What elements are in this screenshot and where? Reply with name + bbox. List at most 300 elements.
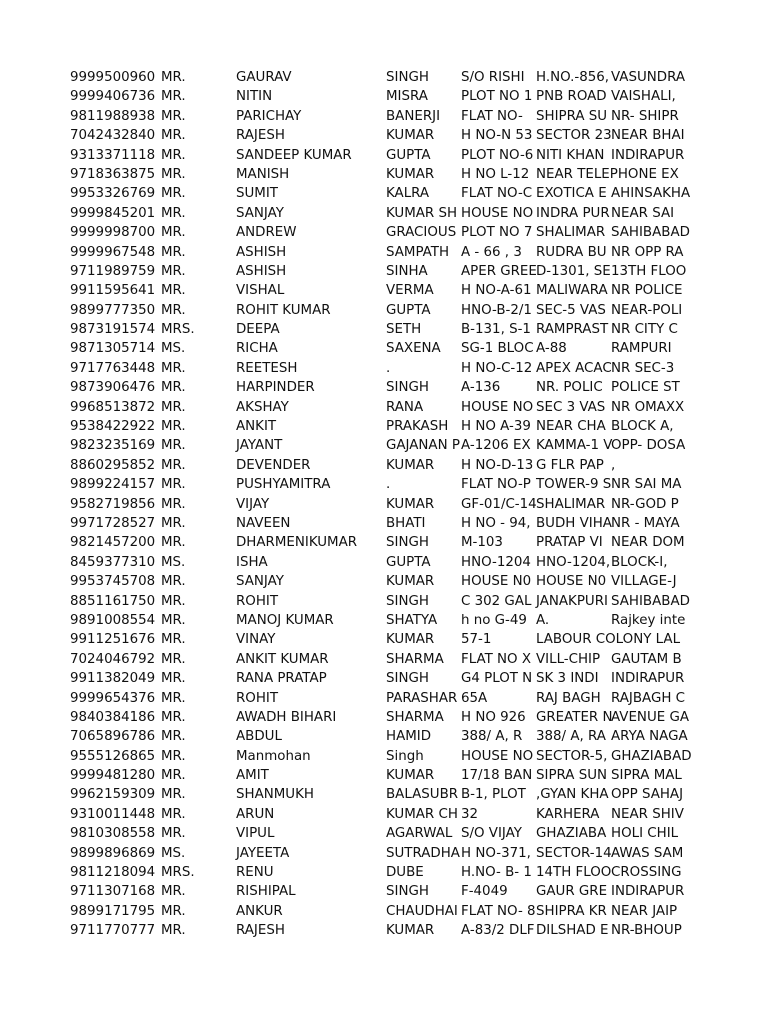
table-row xyxy=(0,301,768,320)
address1-cell: PLOT NO-6 xyxy=(461,147,534,163)
phone-cell: 9873191574 xyxy=(70,322,156,338)
address1-cell: APER GREE xyxy=(461,263,537,279)
table-row xyxy=(0,785,768,804)
address3-cell: NR OPP RA xyxy=(611,244,684,260)
address3-cell: NEAR-POLI xyxy=(611,302,683,318)
first-name-cell: DEVENDER xyxy=(236,457,311,473)
address1-cell: 65A xyxy=(461,690,488,706)
table-row xyxy=(0,514,768,533)
first-name-cell: NITIN xyxy=(236,89,273,105)
title-cell: MR. xyxy=(161,574,186,590)
title-cell: MS. xyxy=(161,341,186,357)
first-name-cell: SHANMUKH xyxy=(236,787,314,803)
table-row xyxy=(0,262,768,281)
phone-cell: 9899896869 xyxy=(70,845,156,861)
table-row xyxy=(0,68,768,87)
address1-cell: HOUSE N0 xyxy=(461,574,532,590)
address2-cell: RAMPRAST xyxy=(536,322,609,338)
title-cell: MR. xyxy=(161,186,186,202)
table-row xyxy=(0,553,768,572)
title-cell: MR. xyxy=(161,147,186,163)
phone-cell: 9310011448 xyxy=(70,806,156,822)
address1-cell: FLAT NO X xyxy=(461,651,532,667)
first-name-cell: ARUN xyxy=(236,806,275,822)
address2-cell: SECTOR 23 xyxy=(536,128,612,144)
address3-cell: RAMPURI xyxy=(611,341,672,357)
address3-cell: Rajkey inte xyxy=(611,612,686,628)
address1-cell: H.NO- B- 1 xyxy=(461,865,532,881)
address2-cell: JANAKPURI xyxy=(536,593,608,609)
address1-cell: FLAT NO- 8 xyxy=(461,903,536,919)
address3-cell: , xyxy=(611,457,616,473)
phone-cell: 9555126865 xyxy=(70,748,156,764)
address2-cell: H.NO.-856, xyxy=(536,70,610,85)
address1-cell: HNO-B-2/1 xyxy=(461,302,532,318)
table-row xyxy=(0,417,768,436)
phone-cell: 9711307168 xyxy=(70,884,156,900)
address2-cell: A. xyxy=(536,612,550,628)
address1-cell: G4 PLOT N xyxy=(461,671,533,687)
phone-cell: 9811218094 xyxy=(70,865,156,881)
first-name-cell: Manmohan xyxy=(236,748,311,764)
last-name-cell: SINHA xyxy=(386,263,428,279)
title-cell: MR. xyxy=(161,593,186,609)
table-row xyxy=(0,805,768,824)
address3-cell: OPP- DOSA xyxy=(611,438,686,454)
first-name-cell: RANA PRATAP xyxy=(236,671,327,687)
address3-cell: ARYA NAGA xyxy=(611,729,688,745)
last-name-cell: SINGH xyxy=(386,535,429,551)
first-name-cell: VIJAY xyxy=(236,496,270,512)
title-cell: MR. xyxy=(161,166,186,182)
title-cell: MRS. xyxy=(161,322,195,338)
first-name-cell: RAJESH xyxy=(236,923,285,939)
last-name-cell: KUMAR xyxy=(386,166,435,182)
phone-cell: 7065896786 xyxy=(70,729,156,745)
address1-cell: A-1206 EX xyxy=(461,438,531,454)
phone-cell: 9911595641 xyxy=(70,283,156,299)
table-row xyxy=(0,378,768,397)
address1-cell: B-1, PLOT xyxy=(461,787,526,803)
phone-cell: 9711770777 xyxy=(70,923,156,939)
last-name-cell: SINGH xyxy=(386,884,429,900)
last-name-cell: GUPTA xyxy=(386,302,431,318)
last-name-cell: . xyxy=(386,360,391,376)
title-cell: MR. xyxy=(161,826,186,842)
last-name-cell: PRAKASH xyxy=(386,419,449,435)
phone-cell: 9999406736 xyxy=(70,89,156,105)
address2-cell: NITI KHAN xyxy=(536,147,605,163)
title-cell: MR. xyxy=(161,709,186,725)
address1-cell: 388/ A, R xyxy=(461,729,523,745)
first-name-cell: ANKIT xyxy=(236,419,277,435)
first-name-cell: AWADH BIHARI xyxy=(236,709,337,725)
phone-cell: 9810308558 xyxy=(70,826,156,842)
table-row xyxy=(0,495,768,514)
address2-cell: SECTOR-14 xyxy=(536,845,612,861)
table-row xyxy=(0,611,768,630)
last-name-cell: SINGH xyxy=(386,593,429,609)
last-name-cell: RANA xyxy=(386,399,424,415)
table-row xyxy=(0,902,768,921)
title-cell: MR. xyxy=(161,923,186,939)
address2-cell: KARHERA xyxy=(536,806,600,822)
address2-cell: NR. POLIC xyxy=(536,380,603,396)
address2-cell: SHALIMAR xyxy=(536,225,606,241)
first-name-cell: ANKUR xyxy=(236,903,283,919)
table-row xyxy=(0,436,768,455)
phone-cell: 9999998700 xyxy=(70,225,156,241)
address3-cell: GHAZIABAD xyxy=(611,748,692,764)
first-name-cell: ANKIT KUMAR xyxy=(236,651,329,667)
address1-cell: H NO-371, xyxy=(461,845,531,861)
first-name-cell: GAURAV xyxy=(236,70,292,85)
table-row xyxy=(0,650,768,669)
last-name-cell: VERMA xyxy=(386,283,434,299)
phone-cell: 9962159309 xyxy=(70,787,156,803)
phone-cell: 7024046792 xyxy=(70,651,156,667)
title-cell: MR. xyxy=(161,748,186,764)
last-name-cell: GAJANAN P xyxy=(386,438,460,454)
first-name-cell: VIPUL xyxy=(236,826,275,842)
address2-cell: SEC 3 VAS xyxy=(536,399,606,415)
address2-cell: 14TH FLOO xyxy=(536,865,612,881)
table-row xyxy=(0,87,768,106)
last-name-cell: DUBE xyxy=(386,865,424,881)
first-name-cell: JAYEETA xyxy=(236,845,290,861)
address2-cell: DILSHAD E xyxy=(536,923,609,939)
address1-cell: H NO-C-12 xyxy=(461,360,533,376)
last-name-cell: KALRA xyxy=(386,186,430,202)
first-name-cell: SANJAY xyxy=(236,205,284,221)
first-name-cell: ISHA xyxy=(236,554,268,570)
last-name-cell: BANERJI xyxy=(386,108,441,124)
table-row xyxy=(0,630,768,649)
address1-cell: A-136 xyxy=(461,380,501,396)
address3-cell: NR OMAXX xyxy=(611,399,685,415)
last-name-cell: SETH xyxy=(386,322,422,338)
address1-cell: FLAT NO- xyxy=(461,108,523,124)
address2-cell: APEX ACAC xyxy=(536,360,612,376)
table-row xyxy=(0,863,768,882)
title-cell: MR. xyxy=(161,884,186,900)
address3-cell: NR- SHIPR xyxy=(611,108,679,124)
address1-cell: 57-1 xyxy=(461,632,492,648)
title-cell: MR. xyxy=(161,903,186,919)
title-cell: MR. xyxy=(161,128,186,144)
address2-cell: NEAR CHA xyxy=(536,419,606,435)
last-name-cell: Singh xyxy=(386,748,424,764)
last-name-cell: CHAUDHAI xyxy=(386,903,458,919)
phone-cell: 9968513872 xyxy=(70,399,156,415)
address2-cell: HOUSE N0 xyxy=(536,574,607,590)
address2-cell: SHIPRA KR xyxy=(536,903,607,919)
address1-cell: H NO-N 53 xyxy=(461,128,533,144)
address3-cell: NR-GOD P xyxy=(611,496,679,512)
table-row xyxy=(0,398,768,417)
table-row xyxy=(0,689,768,708)
address3-cell: NEAR DOM xyxy=(611,535,685,551)
address2-cell: GAUR GRE xyxy=(536,884,608,900)
first-name-cell: VINAY xyxy=(236,632,276,648)
address2-cell: HNO-1204, xyxy=(536,554,611,570)
address1-cell: HNO-1204 xyxy=(461,554,531,570)
phone-cell: 9999967548 xyxy=(70,244,156,260)
address2-cell: SECTOR-5, xyxy=(536,748,608,764)
address2-cell: NEAR TELEPHONE EX xyxy=(536,166,679,182)
table-row xyxy=(0,146,768,165)
phone-cell: 9873906476 xyxy=(70,380,156,396)
address2-cell: PRATAP VI xyxy=(536,535,603,551)
last-name-cell: KUMAR xyxy=(386,768,435,784)
table-row xyxy=(0,747,768,766)
phone-cell: 9538422922 xyxy=(70,419,156,435)
address3-cell: NR-BHOUP xyxy=(611,923,682,939)
address1-cell: GF-01/C-14 xyxy=(461,496,537,512)
last-name-cell: KUMAR SH xyxy=(386,205,458,221)
address1-cell: F-4049 xyxy=(461,884,508,900)
last-name-cell: GUPTA xyxy=(386,147,431,163)
address3-cell: NEAR SAI xyxy=(611,205,675,221)
address3-cell: BLOCK A, xyxy=(611,419,674,435)
table-row xyxy=(0,107,768,126)
title-cell: MR. xyxy=(161,496,186,512)
address3-cell: NR SEC-3 xyxy=(611,360,675,376)
table-row xyxy=(0,708,768,727)
address3-cell: INDIRAPUR xyxy=(611,671,685,687)
address1-cell: M-103 xyxy=(461,535,503,551)
address3-cell: SAHIBABAD xyxy=(611,593,690,609)
title-cell: MR. xyxy=(161,651,186,667)
address1-cell: H NO L-12 xyxy=(461,166,530,182)
first-name-cell: JAYANT xyxy=(236,438,283,454)
title-cell: MR. xyxy=(161,360,186,376)
address1-cell: 17/18 BAN xyxy=(461,768,533,784)
last-name-cell: HAMID xyxy=(386,729,432,745)
first-name-cell: SUMIT xyxy=(236,186,278,202)
table-row xyxy=(0,844,768,863)
phone-cell: 9911382049 xyxy=(70,671,156,687)
address3-cell: VAISHALI, xyxy=(611,89,676,105)
table-row xyxy=(0,281,768,300)
phone-cell: 9899777350 xyxy=(70,302,156,318)
address1-cell: H NO 926 xyxy=(461,709,526,725)
first-name-cell: VISHAL xyxy=(236,283,285,299)
first-name-cell: PARICHAY xyxy=(236,108,302,124)
first-name-cell: RICHA xyxy=(236,341,278,357)
phone-cell: 9821457200 xyxy=(70,535,156,551)
address2-cell: SHALIMAR xyxy=(536,496,606,512)
contact-sheet xyxy=(0,68,768,941)
address3-cell: GAUTAM B xyxy=(611,651,682,667)
phone-cell: 9999845201 xyxy=(70,205,156,221)
address2-cell: GREATER N xyxy=(536,709,613,725)
phone-cell: 9953326769 xyxy=(70,186,156,202)
phone-cell: 7042432840 xyxy=(70,128,156,144)
table-row xyxy=(0,320,768,339)
phone-cell: 9953745708 xyxy=(70,574,156,590)
title-cell: MR. xyxy=(161,612,186,628)
address3-cell: NEAR BHAI xyxy=(611,128,685,144)
address2-cell: D-1301, SE xyxy=(536,263,611,279)
phone-cell: 9999500960 xyxy=(70,70,156,85)
address3-cell: NR POLICE xyxy=(611,283,683,299)
address1-cell: C 302 GAL xyxy=(461,593,532,609)
title-cell: MR. xyxy=(161,438,186,454)
address3-cell: AWAS SAM xyxy=(611,845,684,861)
table-row xyxy=(0,882,768,901)
address2-cell: ,GYAN KHA xyxy=(536,787,609,803)
address1-cell: S/O VIJAY xyxy=(461,826,522,842)
title-cell: MR. xyxy=(161,729,186,745)
address3-cell: POLICE ST xyxy=(611,380,680,396)
last-name-cell: KUMAR xyxy=(386,574,435,590)
address3-cell: NR - MAYA xyxy=(611,515,680,531)
address3-cell: NEAR JAIP xyxy=(611,903,678,919)
table-row xyxy=(0,339,768,358)
title-cell: MR. xyxy=(161,477,186,493)
phone-cell: 9811988938 xyxy=(70,108,156,124)
first-name-cell: SANDEEP KUMAR xyxy=(236,147,352,163)
address1-cell: FLAT NO-C xyxy=(461,186,533,202)
address2-cell: 388/ A, RA xyxy=(536,729,606,745)
first-name-cell: MANISH xyxy=(236,166,290,182)
phone-cell: 9823235169 xyxy=(70,438,156,454)
title-cell: MR. xyxy=(161,515,186,531)
title-cell: MS. xyxy=(161,845,186,861)
address2-cell: SIPRA SUN xyxy=(536,768,608,784)
address2-cell: KAMMA-1 V xyxy=(536,438,613,454)
address2-cell: RUDRA BU xyxy=(536,244,607,260)
phone-cell: 9899171795 xyxy=(70,903,156,919)
last-name-cell: GRACIOUS xyxy=(386,225,457,241)
first-name-cell: NAVEEN xyxy=(236,515,291,531)
last-name-cell: AGARWAL xyxy=(386,826,453,842)
address1-cell: HOUSE NO xyxy=(461,399,534,415)
table-row xyxy=(0,243,768,262)
phone-cell: 8459377310 xyxy=(70,554,156,570)
table-row xyxy=(0,572,768,591)
last-name-cell: GUPTA xyxy=(386,554,431,570)
table-row xyxy=(0,669,768,688)
title-cell: MR. xyxy=(161,690,186,706)
table-row xyxy=(0,456,768,475)
last-name-cell: KUMAR CH xyxy=(386,806,458,822)
address1-cell: H NO-D-13 xyxy=(461,457,534,473)
first-name-cell: ROHIT KUMAR xyxy=(236,302,331,318)
title-cell: MR. xyxy=(161,205,186,221)
title-cell: MR. xyxy=(161,787,186,803)
title-cell: MR. xyxy=(161,671,186,687)
title-cell: MR. xyxy=(161,380,186,396)
first-name-cell: ANDREW xyxy=(236,225,297,241)
phone-cell: 9718363875 xyxy=(70,166,156,182)
table-row xyxy=(0,592,768,611)
address3-cell: OPP SAHAJ xyxy=(611,787,684,803)
first-name-cell: MANOJ KUMAR xyxy=(236,612,334,628)
address3-cell: NR SAI MA xyxy=(611,477,682,493)
first-name-cell: RISHIPAL xyxy=(236,884,296,900)
address2-cell: PNB ROAD xyxy=(536,89,607,105)
last-name-cell: SUTRADHA xyxy=(386,845,460,861)
title-cell: MR. xyxy=(161,457,186,473)
address2-cell: A-88 xyxy=(536,341,567,357)
address2-cell: RAJ BAGH xyxy=(536,690,601,706)
title-cell: MR. xyxy=(161,768,186,784)
address3-cell: SAHIBABAD xyxy=(611,225,690,241)
phone-cell: 9899224157 xyxy=(70,477,156,493)
address2-cell: SEC-5 VAS xyxy=(536,302,606,318)
phone-cell: 9717763448 xyxy=(70,360,156,376)
last-name-cell: . xyxy=(386,477,391,493)
last-name-cell: KUMAR xyxy=(386,457,435,473)
phone-cell: 9999654376 xyxy=(70,690,156,706)
address1-cell: HOUSE NO xyxy=(461,748,534,764)
address3-cell: BLOCK-I, xyxy=(611,554,668,570)
address2-cell: INDRA PUR xyxy=(536,205,610,221)
title-cell: MR. xyxy=(161,108,186,124)
title-cell: MS. xyxy=(161,554,186,570)
first-name-cell: HARPINDER xyxy=(236,380,315,396)
last-name-cell: SAMPATH xyxy=(386,244,450,260)
table-row xyxy=(0,359,768,378)
last-name-cell: SHARMA xyxy=(386,709,444,725)
phone-cell: 9891008554 xyxy=(70,612,156,628)
address3-cell: HOLI CHIL xyxy=(611,826,679,842)
title-cell: MRS. xyxy=(161,865,195,881)
last-name-cell: BALASUBR xyxy=(386,787,459,803)
last-name-cell: PARASHAR xyxy=(386,690,458,706)
first-name-cell: RENU xyxy=(236,865,274,881)
last-name-cell: BHATI xyxy=(386,515,426,531)
address2-cell: SHIPRA SU xyxy=(536,108,608,124)
table-row xyxy=(0,824,768,843)
first-name-cell: SANJAY xyxy=(236,574,284,590)
address3-cell: VILLAGE-J xyxy=(611,574,677,590)
title-cell: MR. xyxy=(161,283,186,299)
last-name-cell: KUMAR xyxy=(386,632,435,648)
first-name-cell: ASHISH xyxy=(236,263,287,279)
address2-cell: G FLR PAP xyxy=(536,457,604,473)
phone-cell: 9871305714 xyxy=(70,341,156,357)
last-name-cell: SAXENA xyxy=(386,341,441,357)
address1-cell: FLAT NO-P xyxy=(461,477,531,493)
title-cell: MR. xyxy=(161,806,186,822)
address3-cell: NR CITY C xyxy=(611,322,678,338)
phone-cell: 9582719856 xyxy=(70,496,156,512)
table-row xyxy=(0,766,768,785)
first-name-cell: ASHISH xyxy=(236,244,287,260)
last-name-cell: MISRA xyxy=(386,89,428,105)
address1-cell: h no G-49 xyxy=(461,612,527,628)
last-name-cell: SINGH xyxy=(386,671,429,687)
address3-cell: VASUNDRA xyxy=(611,70,686,85)
last-name-cell: KUMAR xyxy=(386,496,435,512)
table-row xyxy=(0,533,768,552)
title-cell: MR. xyxy=(161,89,186,105)
address3-cell: INDIRAPUR xyxy=(611,884,685,900)
title-cell: MR. xyxy=(161,302,186,318)
address1-cell: A - 66 , 3 xyxy=(461,244,522,260)
title-cell: MR. xyxy=(161,263,186,279)
first-name-cell: ROHIT xyxy=(236,690,279,706)
address2-cell: EXOTICA E xyxy=(536,186,607,202)
address3-cell: CROSSING xyxy=(611,865,682,881)
first-name-cell: DHARMENIKUMAR xyxy=(236,535,358,551)
first-name-cell: AMIT xyxy=(236,768,269,784)
address2-cell: SK 3 INDI xyxy=(536,671,599,687)
address1-cell: H NO-A-61 xyxy=(461,283,532,299)
